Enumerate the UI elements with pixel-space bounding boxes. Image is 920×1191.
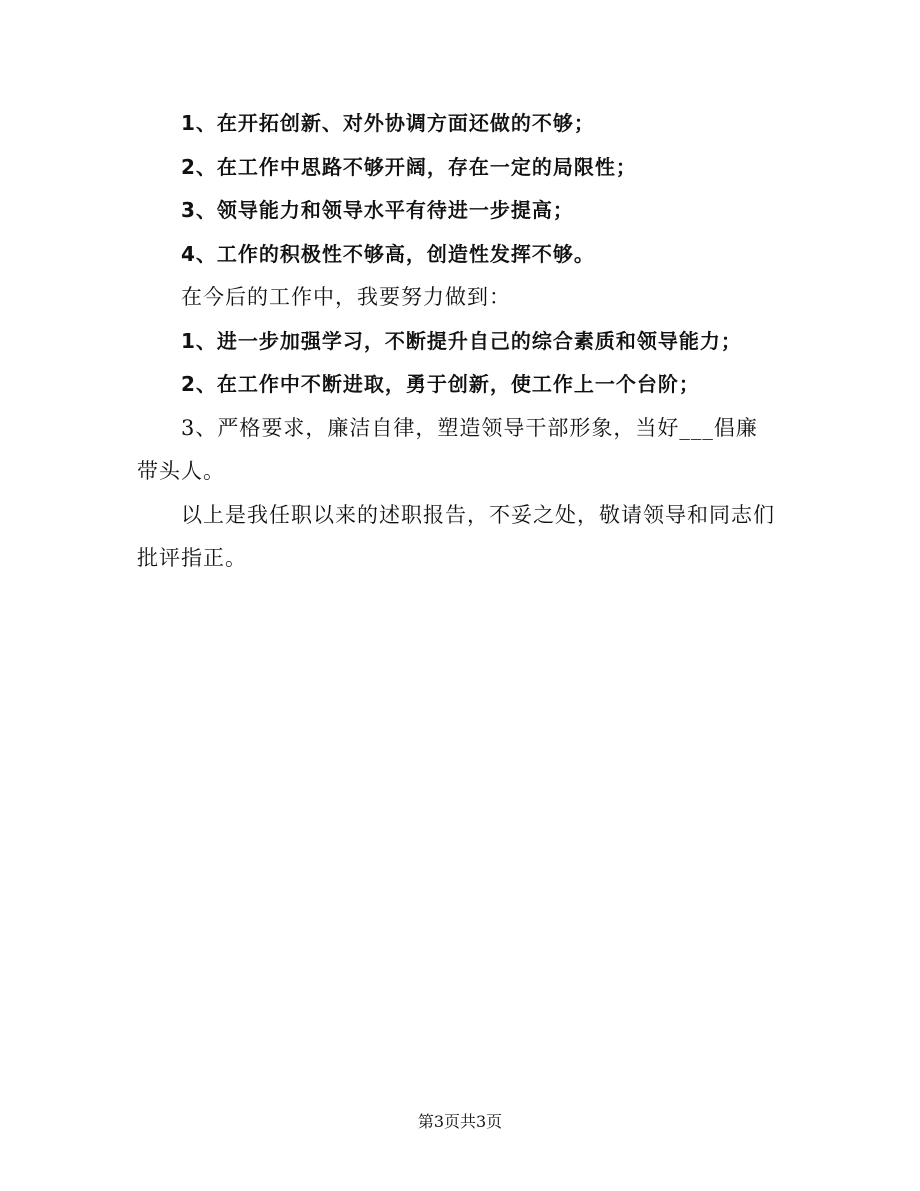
plan-item-2: 2、在工作中不断进取，勇于创新，使工作上一个台阶； xyxy=(181,372,700,396)
shortcoming-item-1: 1、在开拓创新、对外协调方面还做的不够； xyxy=(181,111,595,135)
future-intro: 在今后的工作中，我要努力做到： xyxy=(181,285,511,309)
shortcoming-item-2: 2、在工作中思路不够开阔，存在一定的局限性； xyxy=(181,154,637,179)
document-body xyxy=(137,102,797,581)
shortcoming-item-4: 4、工作的积极性不够高，创造性发挥不够。 xyxy=(181,241,595,266)
shortcoming-item-3: 3、领导能力和领导水平有待进一步提高； xyxy=(181,198,574,222)
plan-item-3: 3、严格要求，廉洁自律，塑造领导干部形象，当好___倡廉带头人。 xyxy=(137,415,758,483)
closing-paragraph: 以上是我任职以来的述职报告，不妥之处，敬请领导和同志们批评指正。 xyxy=(137,502,775,570)
plan-item-1: 1、进一步加强学习，不断提升自己的综合素质和领导能力； xyxy=(181,328,742,353)
page-footer: 第3页共3页 xyxy=(417,1112,503,1131)
